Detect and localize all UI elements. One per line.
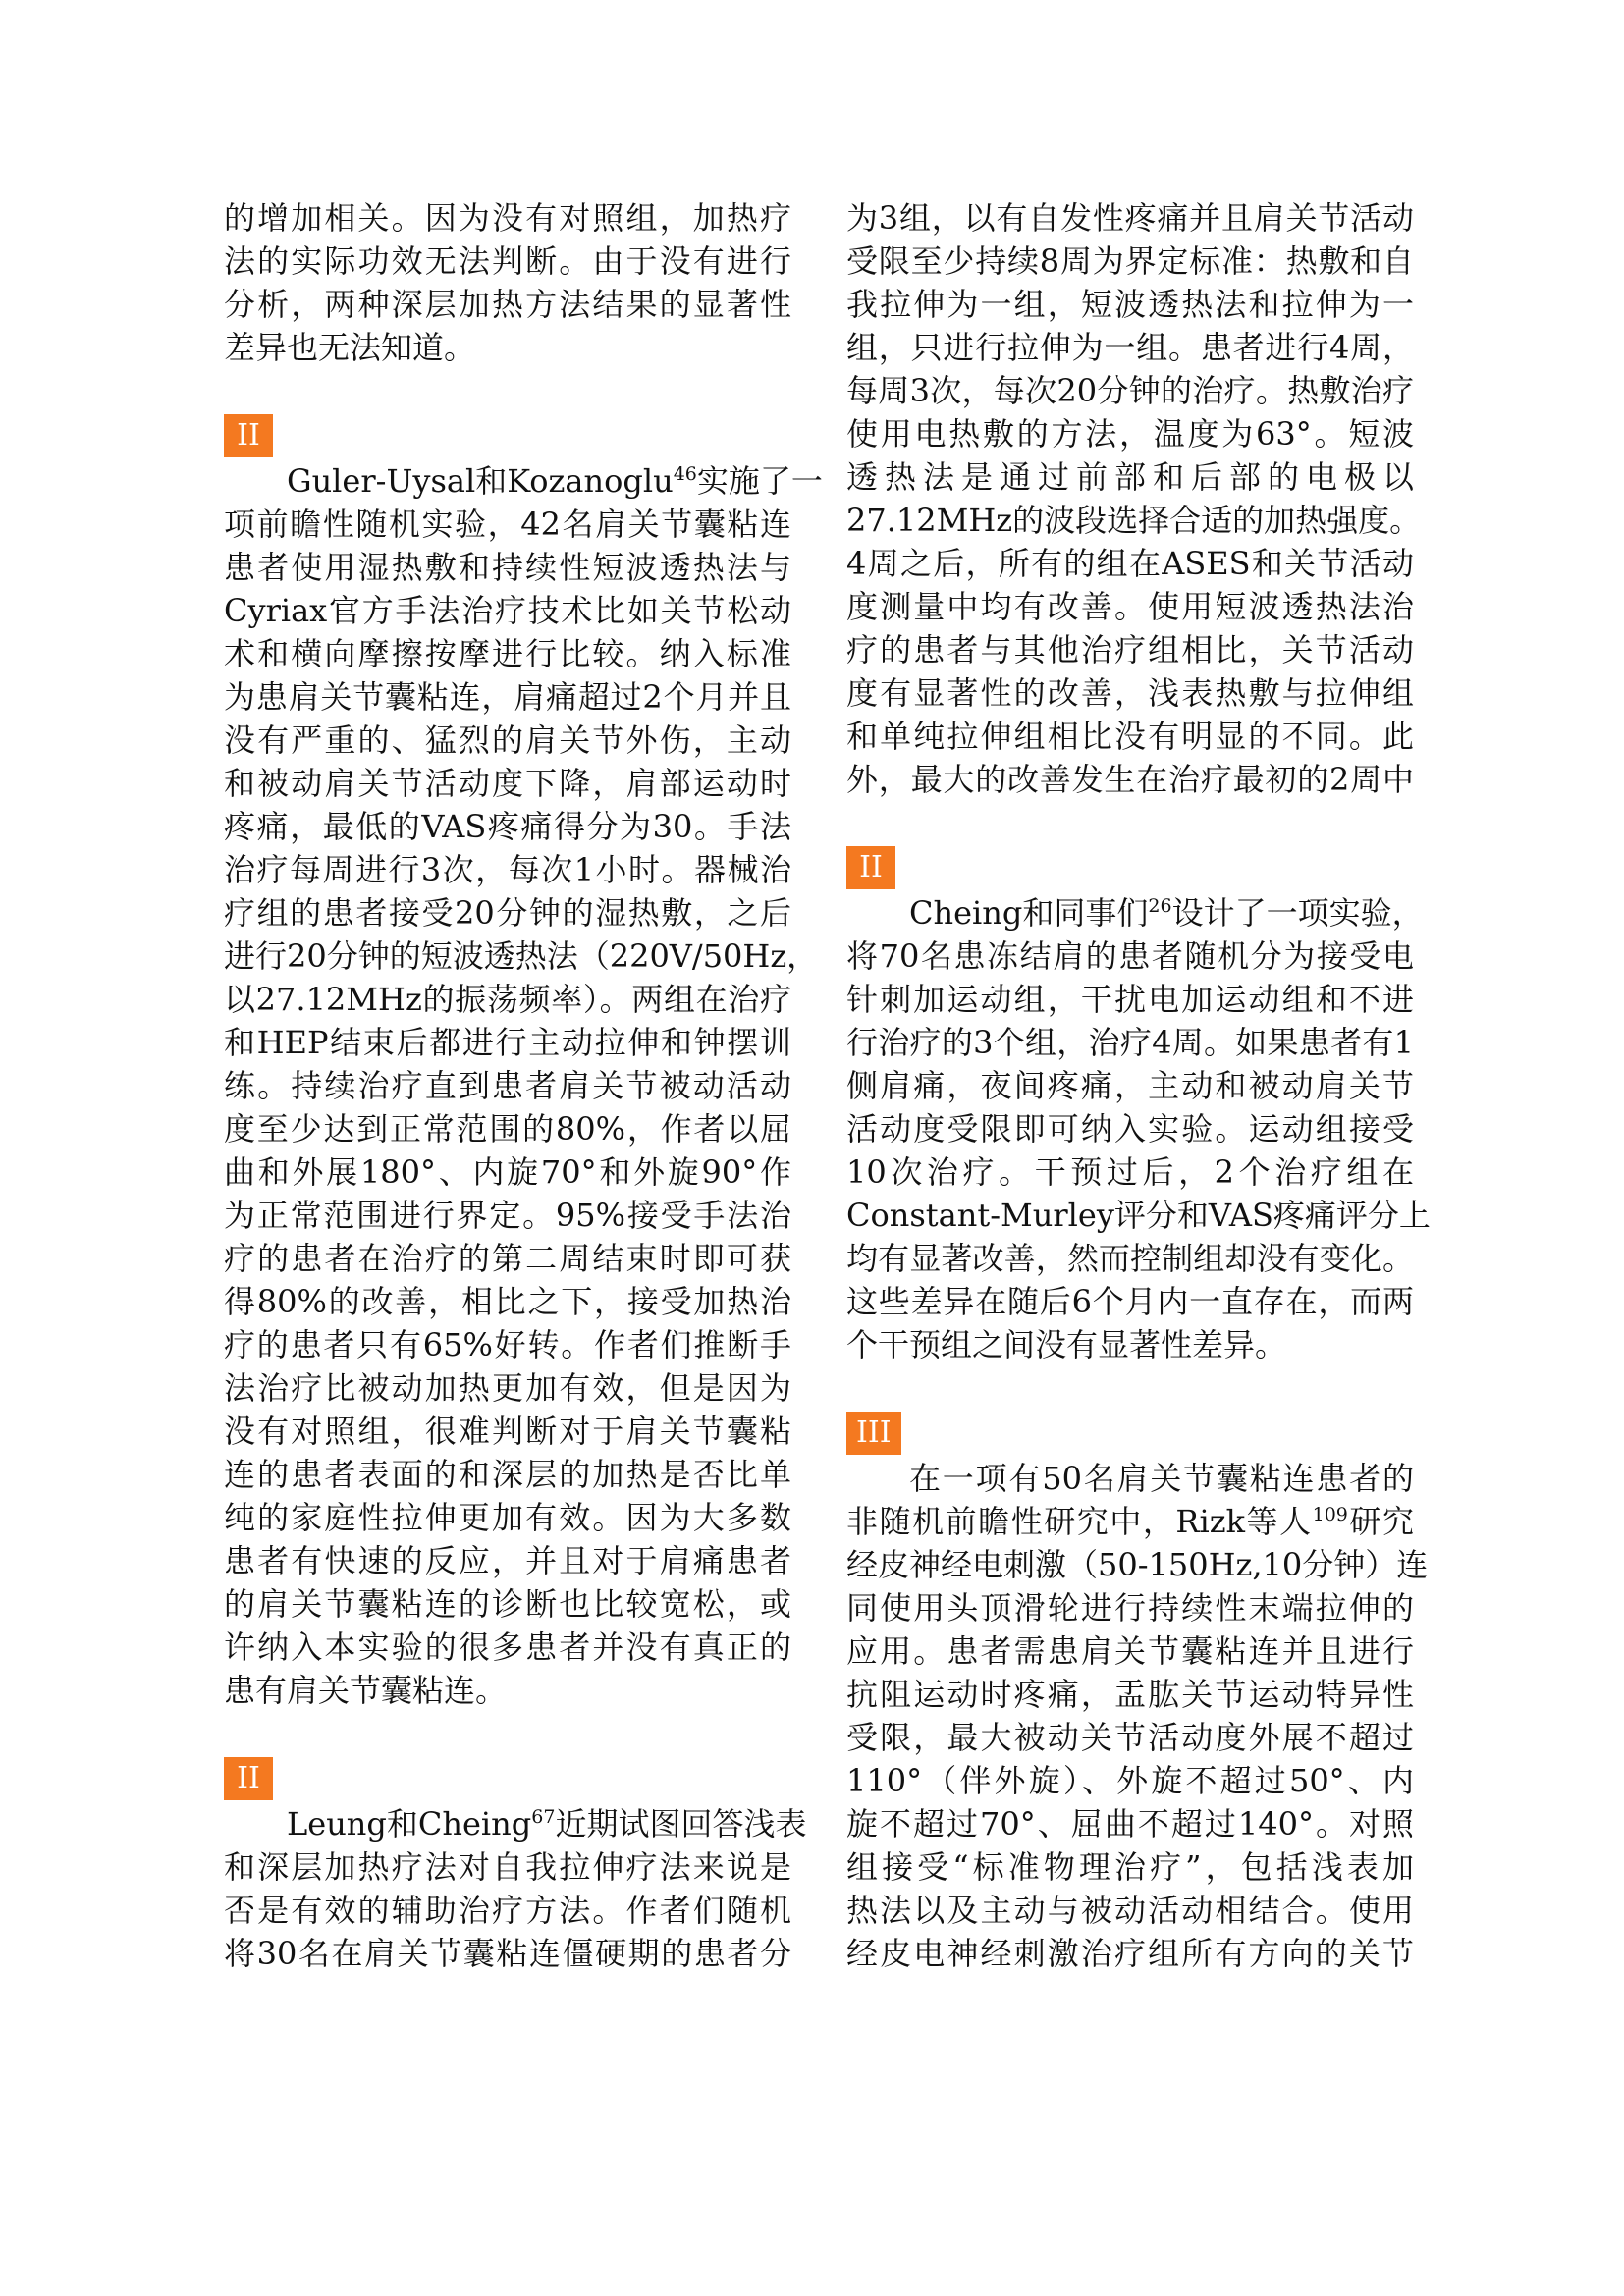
text-line: 组接受“标准物理治疗”，包括浅表加: [846, 1848, 1414, 1886]
text-line: 110°（伴外旋）、外旋不超过50°、内: [846, 1762, 1414, 1799]
citation-superscript: 26: [1148, 895, 1172, 917]
text-run: 研究: [1347, 1503, 1414, 1540]
text-line: 患有肩关节囊粘连。: [224, 1672, 508, 1709]
text-line: 透热法是通过前部和后部的电极以: [846, 458, 1414, 496]
text-line: 均有显著改善，然而控制组却没有变化。: [846, 1240, 1414, 1277]
text-line: [846, 1500, 1414, 1543]
evidence-level-badge: II: [846, 846, 895, 889]
left-paragraph-3: [224, 1802, 807, 1975]
text-line: 旋不超过70°、屈曲不超过140°。对照: [846, 1805, 1414, 1842]
text-line: 度至少达到正常范围的80%，作者以屈: [224, 1110, 791, 1148]
evidence-level-badge: II: [224, 1757, 273, 1800]
text-line: 和深层加热疗法对自我拉伸疗法来说是: [224, 1848, 791, 1886]
text-line: [224, 459, 823, 503]
text-line: 差异也无法知道。: [224, 329, 476, 366]
text-line: 每周3次，每次20分钟的治疗。热敷治疗: [846, 372, 1414, 409]
text-line: 进行20分钟的短波透热法（220V/50Hz，: [224, 937, 819, 975]
text-line: 针刺加运动组，干扰电加运动组和不进: [846, 981, 1414, 1018]
text-line: 患者有快速的反应，并且对于肩痛患者: [224, 1542, 791, 1579]
text-line: 27.12MHz的波段选择合适的加热强度。: [846, 502, 1422, 539]
text-run: 近期试图回答浅表: [555, 1805, 807, 1842]
text-run: 实施了一: [696, 462, 823, 500]
text-line: 外，最大的改善发生在治疗最初的2周中: [846, 761, 1414, 798]
text-line: 在一项有50名肩关节囊粘连患者的: [909, 1460, 1414, 1497]
left-paragraph-1: [224, 196, 791, 369]
text-line: 这些差异在随后6个月内一直存在，而两: [846, 1283, 1414, 1320]
text-line: 的肩关节囊粘连的诊断也比较宽松，或: [224, 1585, 791, 1623]
text-line: 法治疗比被动加热更加有效，但是因为: [224, 1369, 791, 1407]
text-line: 度测量中均有改善。使用短波透热法治: [846, 588, 1414, 625]
text-run: Guler-Uysal和Kozanoglu: [287, 462, 674, 500]
text-line: 度有显著性的改善，浅表热敷与拉伸组: [846, 674, 1414, 712]
text-line: 法的实际功效无法判断。由于没有进行: [224, 242, 791, 280]
text-line: Constant-Murley评分和VAS疼痛评分上: [846, 1197, 1431, 1234]
text-line: Cyriax官方手法治疗技术比如关节松动: [224, 592, 791, 629]
text-line: 和被动肩关节活动度下降，肩部运动时: [224, 765, 791, 802]
citation-superscript: 67: [531, 1806, 556, 1828]
text-line: 疗组的患者接受20分钟的湿热敷，之后: [224, 894, 791, 932]
text-line: 10次治疗。干预过后，2个治疗组在: [846, 1153, 1414, 1191]
right-paragraph-2: [846, 891, 1431, 1366]
left-paragraph-2: [224, 459, 823, 1712]
text-line: 抗阻运动时疼痛，盂肱关节运动特异性: [846, 1676, 1414, 1713]
text-line: 个干预组之间没有显著性差异。: [846, 1326, 1287, 1363]
text-line: 我拉伸为一组，短波透热法和拉伸为一: [846, 286, 1414, 323]
text-line: 疗的患者与其他治疗组相比，关节活动: [846, 631, 1414, 668]
text-line: 患者使用湿热敷和持续性短波透热法与: [224, 549, 791, 586]
right-paragraph-3: [846, 1457, 1429, 1975]
text-line: 4周之后，所有的组在ASES和关节活动: [846, 545, 1414, 582]
text-line: 治疗每周进行3次，每次1小时。器械治: [224, 851, 791, 888]
text-line: 没有对照组，很难判断对于肩关节囊粘: [224, 1413, 791, 1450]
text-line: 得80%的改善，相比之下，接受加热治: [224, 1283, 791, 1320]
citation-superscript: 109: [1312, 1504, 1348, 1525]
text-line: 经皮神经电刺激（50-150Hz,10分钟）连: [846, 1546, 1429, 1583]
text-line: 曲和外展180°、内旋70°和外旋90°作: [224, 1153, 791, 1191]
text-line: 分析，两种深层加热方法结果的显著性: [224, 286, 791, 323]
text-line: 为患肩关节囊粘连，肩痛超过2个月并且: [224, 678, 791, 716]
text-line: 同使用头顶滑轮进行持续性末端拉伸的: [846, 1589, 1414, 1627]
text-line: [224, 1802, 807, 1845]
right-paragraph-1: [846, 196, 1422, 801]
text-line: 没有严重的、猛烈的肩关节外伤，主动: [224, 721, 791, 759]
text-line: 受限，最大被动关节活动度外展不超过: [846, 1719, 1414, 1756]
text-run: Leung和Cheing: [287, 1805, 532, 1842]
text-line: 应用。患者需患肩关节囊粘连并且进行: [846, 1632, 1414, 1670]
text-line: 为正常范围进行界定。95%接受手法治: [224, 1197, 791, 1234]
text-line: 和单纯拉伸组相比没有明显的不同。此: [846, 718, 1414, 755]
text-run: Cheing和同事们: [909, 894, 1149, 932]
text-line: 将30名在肩关节囊粘连僵硬期的患者分: [224, 1935, 791, 1972]
text-run: 设计了一项实验，: [1171, 894, 1424, 932]
text-line: 受限至少持续8周为界定标准：热敷和自: [846, 242, 1414, 280]
text-line: 项前瞻性随机实验，42名肩关节囊粘连: [224, 506, 791, 543]
text-line: [846, 891, 1424, 934]
text-line: 疼痛，最低的VAS疼痛得分为30。手法: [224, 808, 791, 845]
text-line: 和HEP结束后都进行主动拉伸和钟摆训: [224, 1024, 791, 1061]
text-line: 热法以及主动与被动活动相结合。使用: [846, 1892, 1414, 1929]
text-run: 非随机前瞻性研究中，Rizk等人: [846, 1503, 1313, 1540]
left-column: [224, 196, 823, 1975]
text-line: 组，只进行拉伸为一组。患者进行4周，: [846, 329, 1414, 366]
citation-superscript: 46: [673, 463, 697, 485]
text-line: 连的患者表面的和深层的加热是否比单: [224, 1456, 791, 1493]
text-line: 练。持续治疗直到患者肩关节被动活动: [224, 1067, 791, 1104]
right-column: [846, 196, 1431, 1975]
evidence-level-badge: III: [846, 1412, 901, 1455]
text-line: 以27.12MHz的振荡频率）。两组在治疗: [224, 981, 791, 1018]
text-line: 使用电热敷的方法，温度为63°。短波: [846, 415, 1414, 453]
text-line: 将70名患冻结肩的患者随机分为接受电: [846, 937, 1414, 975]
text-line: 行治疗的3个组，治疗4周。如果患者有1: [846, 1024, 1414, 1061]
text-line: 活动度受限即可纳入实验。运动组接受: [846, 1110, 1414, 1148]
text-line: 经皮电神经刺激治疗组所有方向的关节: [846, 1935, 1414, 1972]
text-line: 疗的患者只有65%好转。作者们推断手: [224, 1326, 791, 1363]
text-line: 侧肩痛，夜间疼痛，主动和被动肩关节: [846, 1067, 1414, 1104]
text-line: 的增加相关。因为没有对照组，加热疗: [224, 199, 791, 237]
text-line: 术和横向摩擦按摩进行比较。纳入标准: [224, 635, 791, 672]
text-line: 疗的患者在治疗的第二周结束时即可获: [224, 1240, 791, 1277]
evidence-level-badge: II: [224, 414, 273, 457]
text-line: 纯的家庭性拉伸更加有效。因为大多数: [224, 1499, 791, 1536]
text-line: 许纳入本实验的很多患者并没有真正的: [224, 1629, 791, 1666]
text-line: 为3组，以有自发性疼痛并且肩关节活动: [846, 199, 1414, 237]
text-line: 否是有效的辅助治疗方法。作者们随机: [224, 1892, 791, 1929]
